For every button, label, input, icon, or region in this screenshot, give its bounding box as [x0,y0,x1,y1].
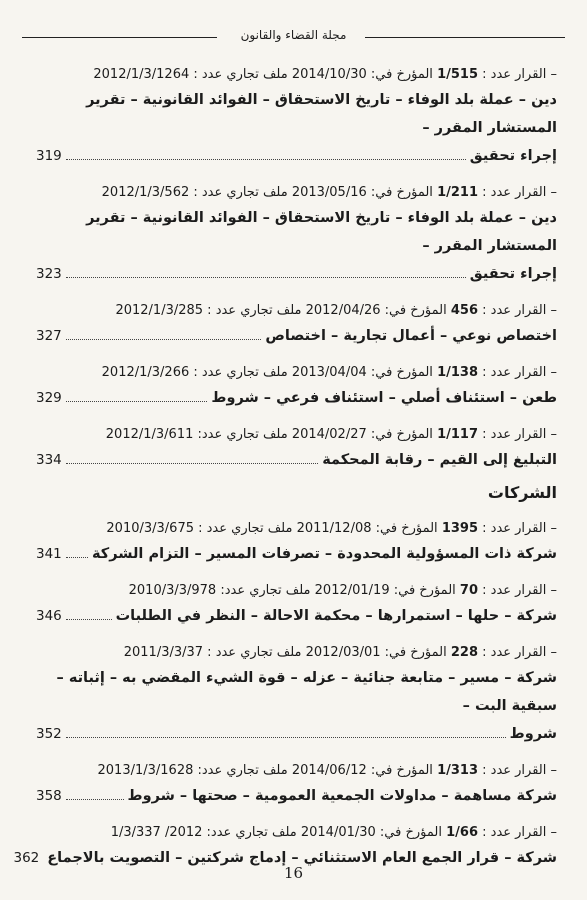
page-ref: 327 [36,328,62,344]
journal-title: مجلة القضاء والقانون [240,28,347,42]
ruling-label: – القرار عدد : [482,185,557,200]
ruling-date-file: المؤرخ في: 2014/01/30 ملف تجاري عدد: 2012/ 1/3/337 [110,825,442,840]
keywords-text: اختصاص نوعي – أعمال تجارية – اختصاص [265,328,557,344]
ruling-date-file: المؤرخ في: 2012/01/19 ملف تجاري عدد: 2010/3/3/978 [128,583,456,598]
ruling-number: 1/117 [437,427,478,442]
dot-leader [66,737,506,738]
keywords-line [36,720,557,748]
index-entry [36,299,557,350]
ruling-line [36,299,557,322]
keywords-line [36,446,557,474]
ruling-line [36,821,557,844]
index-entry [36,181,557,288]
ruling-number: 1/211 [437,185,478,200]
dot-leader [66,619,112,620]
ruling-label: – القرار عدد : [482,365,557,380]
ruling-number: 1395 [441,521,478,536]
page-ref: 341 [36,546,62,562]
keywords-text: شركة – قرار الجمع العام الاستثنائي – إدماج شركتين – التصويت بالاجماع [47,850,557,866]
index-entry [36,641,557,748]
keywords-line: دين – عملة بلد الوفاء – تاريخ الاستحقاق – الفوائد القانونية – تقرير المستشار المقرر – [86,92,557,136]
page-ref: 319 [36,148,62,164]
keywords-line: دين – عملة بلد الوفاء – تاريخ الاستحقاق – الفوائد القانونية – تقرير المستشار المقرر – [86,210,557,254]
section-title: الشركات [487,483,557,502]
keywords-line [36,782,557,810]
ruling-line [36,641,557,664]
keywords-line [36,260,557,288]
ruling-label: – القرار عدد : [482,763,557,778]
index-entry [36,517,557,568]
ruling-date-file: المؤرخ في: 2011/12/08 ملف تجاري عدد : 2010/3/3/675 [106,521,438,536]
ruling-date-file: المؤرخ في: 2012/04/26 ملف تجاري عدد : 2012/1/3/285 [115,303,447,318]
index-entry [36,423,557,474]
ruling-line [36,181,557,204]
index-content [13,52,557,872]
ruling-date-file: المؤرخ في: 2013/04/04 ملف تجاري عدد : 2012/1/3/266 [101,365,433,380]
ruling-number: 70 [459,583,478,598]
ruling-label: – القرار عدد : [482,583,557,598]
index-entry [36,63,557,170]
ruling-date-file: المؤرخ في: 2014/10/30 ملف تجاري عدد : 2012/1/3/1264 [93,67,433,82]
page-number: 16 [283,864,304,882]
page-ref: 346 [36,608,62,624]
keywords-text: إجراء تحقيق [469,148,557,164]
index-entry [36,759,557,810]
page-ref: 323 [36,266,62,282]
header-rule-right [365,37,565,38]
dot-leader [66,277,466,278]
page-ref: 334 [36,452,62,468]
dot-leader [66,401,208,402]
keywords-text: إجراء تحقيق [469,266,557,282]
ruling-date-file: المؤرخ في: 2012/03/01 ملف تجاري عدد : 2011/3/3/37 [123,645,447,660]
ruling-line [36,361,557,384]
dot-leader [66,159,466,160]
keywords-line [36,540,557,568]
ruling-line [36,759,557,782]
index-entry [36,361,557,412]
keywords-line [36,322,557,350]
ruling-label: – القرار عدد : [482,645,557,660]
ruling-number: 1/66 [446,825,478,840]
dot-leader [66,799,124,800]
page-ref: 358 [36,788,62,804]
page-ref: 352 [36,726,62,742]
dot-leader [66,557,88,558]
keywords-line [36,142,557,170]
keywords-line: شركة – مسير – متابعة جنائية – عزله – قوة الشيء المقضي به – إثباته – سبقية البت – [56,670,557,714]
ruling-line [36,517,557,540]
keywords-line [36,602,557,630]
ruling-label: – القرار عدد : [482,303,557,318]
ruling-line [36,423,557,446]
ruling-number: 1/313 [437,763,478,778]
ruling-number: 1/515 [437,67,478,82]
page-ref: 362 [13,850,40,866]
ruling-date-file: المؤرخ في: 2013/05/16 ملف تجاري عدد : 2012/1/3/562 [101,185,433,200]
ruling-date-file: المؤرخ في: 2014/02/27 ملف تجاري عدد: 2012/1/3/611 [105,427,433,442]
keywords-text: شركة – حلها – استمرارها – محكمة الاحالة – النظر في الطلبات [115,608,557,624]
keywords-text: شركة ذات المسؤولية المحدودة – تصرفات المسير – التزام الشركة [91,546,557,562]
ruling-label: – القرار عدد : [482,521,557,536]
ruling-line [36,579,557,602]
keywords-line [36,384,557,412]
ruling-label: – القرار عدد : [482,427,557,442]
ruling-date-file: المؤرخ في: 2014/06/12 ملف تجاري عدد: 2013/1/3/1628 [97,763,433,778]
ruling-number: 228 [450,645,478,660]
page-ref: 329 [36,390,62,406]
ruling-number: 1/138 [437,365,478,380]
keywords-text: شروط [509,726,557,742]
dot-leader [66,463,318,464]
ruling-label: – القرار عدد : [482,67,557,82]
ruling-number: 456 [450,303,478,318]
ruling-line [36,63,557,86]
keywords-text: طعن – استئناف أصلي – استئناف فرعي – شروط [211,390,557,406]
keywords-text: شركة مساهمة – مداولات الجمعية العمومية – صحتها – شروط [127,788,557,804]
keywords-text: التبليغ إلى القيم – رقابة المحكمة [322,452,557,468]
ruling-label: – القرار عدد : [482,825,557,840]
running-header [22,26,565,50]
dot-leader [66,339,262,340]
index-entry [36,579,557,630]
